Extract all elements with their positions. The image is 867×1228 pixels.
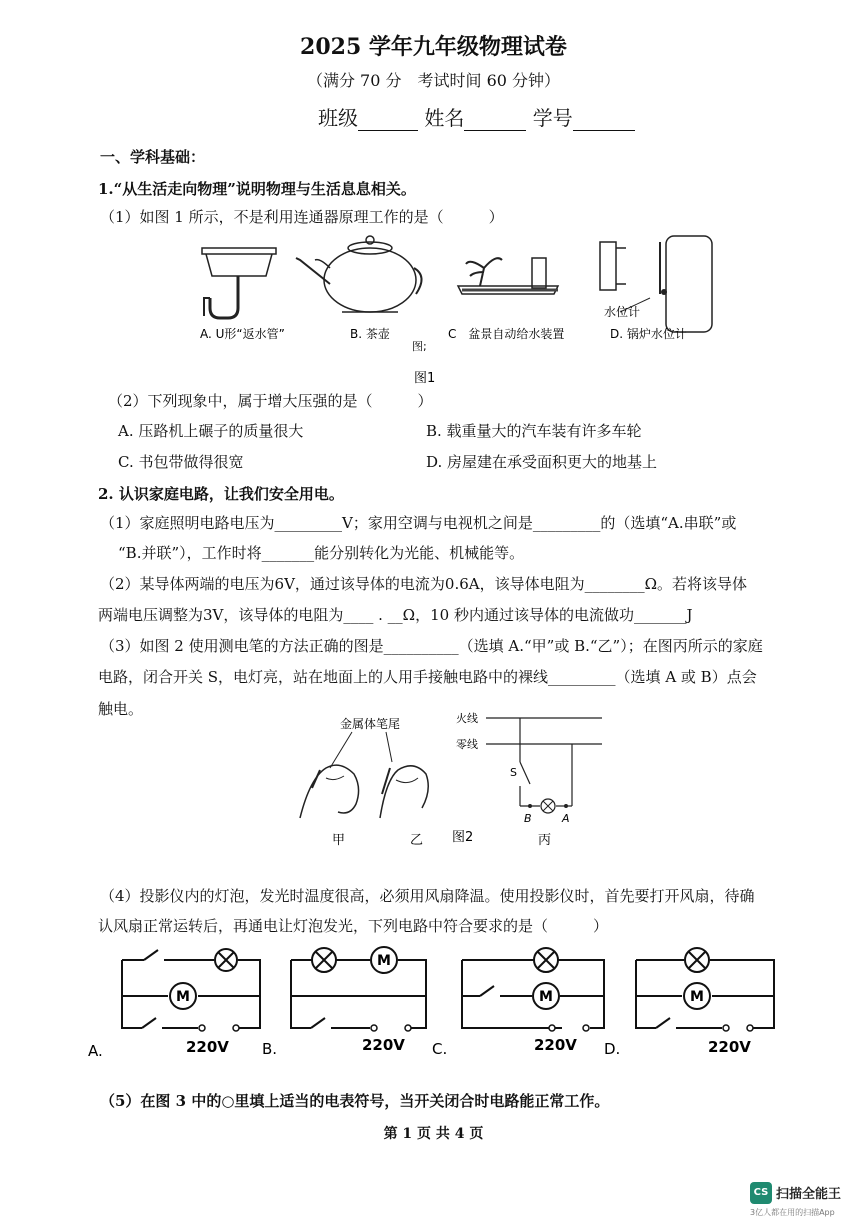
pen-tail-label: 金属体笔尾 [340, 717, 401, 731]
circuit-b [291, 947, 426, 1028]
voltage-a: 220V [186, 1038, 229, 1056]
option-d: D. 房屋建在承受面积更大的地基上 [426, 453, 658, 471]
bonsai-water-drawing [458, 258, 558, 294]
motor-b: M [377, 953, 391, 969]
label-a: A. [88, 1042, 103, 1060]
motor-d: M [690, 989, 704, 1005]
question-1-2: （2）下列现象中，属于增大压强的是（ ） [108, 392, 433, 410]
circuit-options [86, 940, 786, 1062]
option-b: B. 载重量大的汽车装有许多车轮 [426, 422, 642, 440]
name-blank [464, 112, 526, 131]
question-2-4-line2: 认风扇正常运转后，再通电让灯泡发光，下列电路中符合要求的是（ ） [98, 917, 609, 935]
figure-1 [180, 228, 740, 388]
label-c: C. [432, 1040, 448, 1058]
teapot-drawing [296, 236, 422, 312]
hand-jia-drawing [300, 765, 359, 818]
label-jia: 甲 [332, 833, 346, 848]
question-2-stem: 2. 认识家庭电路，让我们安全用电。 [98, 485, 344, 503]
number-blank [573, 112, 635, 131]
question-2-3-line3: 触电。 [98, 700, 144, 718]
figure-1-label: 图1 [414, 371, 436, 386]
exam-subtitle: （满分 70 分 考试时间 60 分钟） [306, 71, 561, 90]
exam-title: 2025 学年九年级物理试卷 [300, 34, 567, 60]
scanner-tagline: 3亿人都在用的扫描App [750, 1208, 835, 1217]
question-2-2-line1: （2）某导体两端的电压为6V，通过该导体的电流为0.6A，该导体电阻为________Ω。若将该导体 [100, 575, 748, 593]
name-label: 姓名 [424, 106, 465, 130]
circuit-c [462, 948, 604, 1028]
number-label: 学号 [532, 106, 573, 130]
option-c: C. 书包带做得很宽 [118, 453, 244, 471]
label-yi: 乙 [410, 833, 424, 848]
sink-u-trap-drawing [202, 248, 276, 318]
caption-c: C 盆景自动给水装置 [448, 327, 565, 341]
figure-2 [290, 708, 620, 850]
caption-b: B. 茶壶 [350, 327, 390, 341]
switch-label: S [510, 766, 517, 779]
point-a-label: A [562, 812, 570, 825]
section-heading: 一、学科基础： [100, 148, 206, 166]
class-blank [358, 112, 418, 131]
label-b: B. [262, 1040, 278, 1058]
caption-a: A. U形“返水管” [200, 327, 285, 341]
household-circuit-drawing [456, 711, 602, 825]
page-footer: 第 1 页 共 4 页 [383, 1126, 484, 1142]
question-1-stem: 1.“从生活走向物理”说明物理与生活息息相关。 [98, 180, 416, 198]
question-2-2-line2: 两端电压调整为3V，该导体的电阻为____ . __Ω，10 秒内通过该导体的电流做功_______J [98, 606, 693, 624]
figure-2-label: 图2 [452, 830, 474, 845]
hand-yi-drawing [380, 766, 428, 818]
question-2-5: （5）在图 3 中的○里填上适当的电表符号，当开关闭合时电路能正常工作。 [100, 1092, 610, 1110]
voltage-d: 220V [708, 1038, 751, 1056]
label-d: D. [604, 1040, 621, 1058]
question-1-1: （1）如图 1 所示，不是利用连通器原理工作的是（ ） [100, 208, 504, 226]
motor-c: M [539, 989, 553, 1005]
question-2-3-line1: （3）如图 2 使用测电笔的方法正确的图是__________（选填 A.“甲”或 B.“乙”）；在图丙所示的家庭 [100, 637, 763, 655]
question-2-3-line2: 电路，闭合开关 S，电灯亮，站在地面上的人用手接触电路中的裸线_________（选填 A 或 B）点会 [98, 668, 757, 686]
question-2-1-line1: （1）家庭照明电路电压为_________V；家用空调与电视机之间是_________的（选填“A.串联”或 [100, 514, 737, 532]
stray-mark: 图; [412, 340, 427, 353]
question-2-4-line1: （4）投影仪内的灯泡，发光时温度很高，必须用风扇降温。使用投影仪时，首先要打开风扇，待确 [100, 887, 755, 905]
label-bing: 丙 [538, 833, 552, 848]
neutral-wire-label: 零线 [456, 738, 478, 751]
student-info-line [318, 102, 635, 131]
caption-d: D. 锅炉水位计 [610, 327, 687, 341]
scanner-watermark [750, 1178, 858, 1218]
class-label: 班级 [318, 106, 358, 130]
question-2-1-line2: “B.并联”），工作时将_______能分别转化为光能、机械能等。 [118, 544, 525, 562]
water-gauge-label: 水位计 [604, 305, 641, 319]
circuit-d [636, 948, 774, 1028]
point-b-label: B [524, 812, 532, 825]
voltage-c: 220V [534, 1036, 577, 1054]
voltage-b: 220V [362, 1036, 405, 1054]
live-wire-label: 火线 [456, 712, 478, 725]
option-a: A. 压路机上碾子的质量很大 [118, 422, 304, 440]
motor-a: M [176, 989, 190, 1005]
scanner-logo: CS [750, 1182, 772, 1204]
circuit-a [122, 949, 260, 1028]
scanner-name: 扫描全能王 [776, 1187, 842, 1202]
